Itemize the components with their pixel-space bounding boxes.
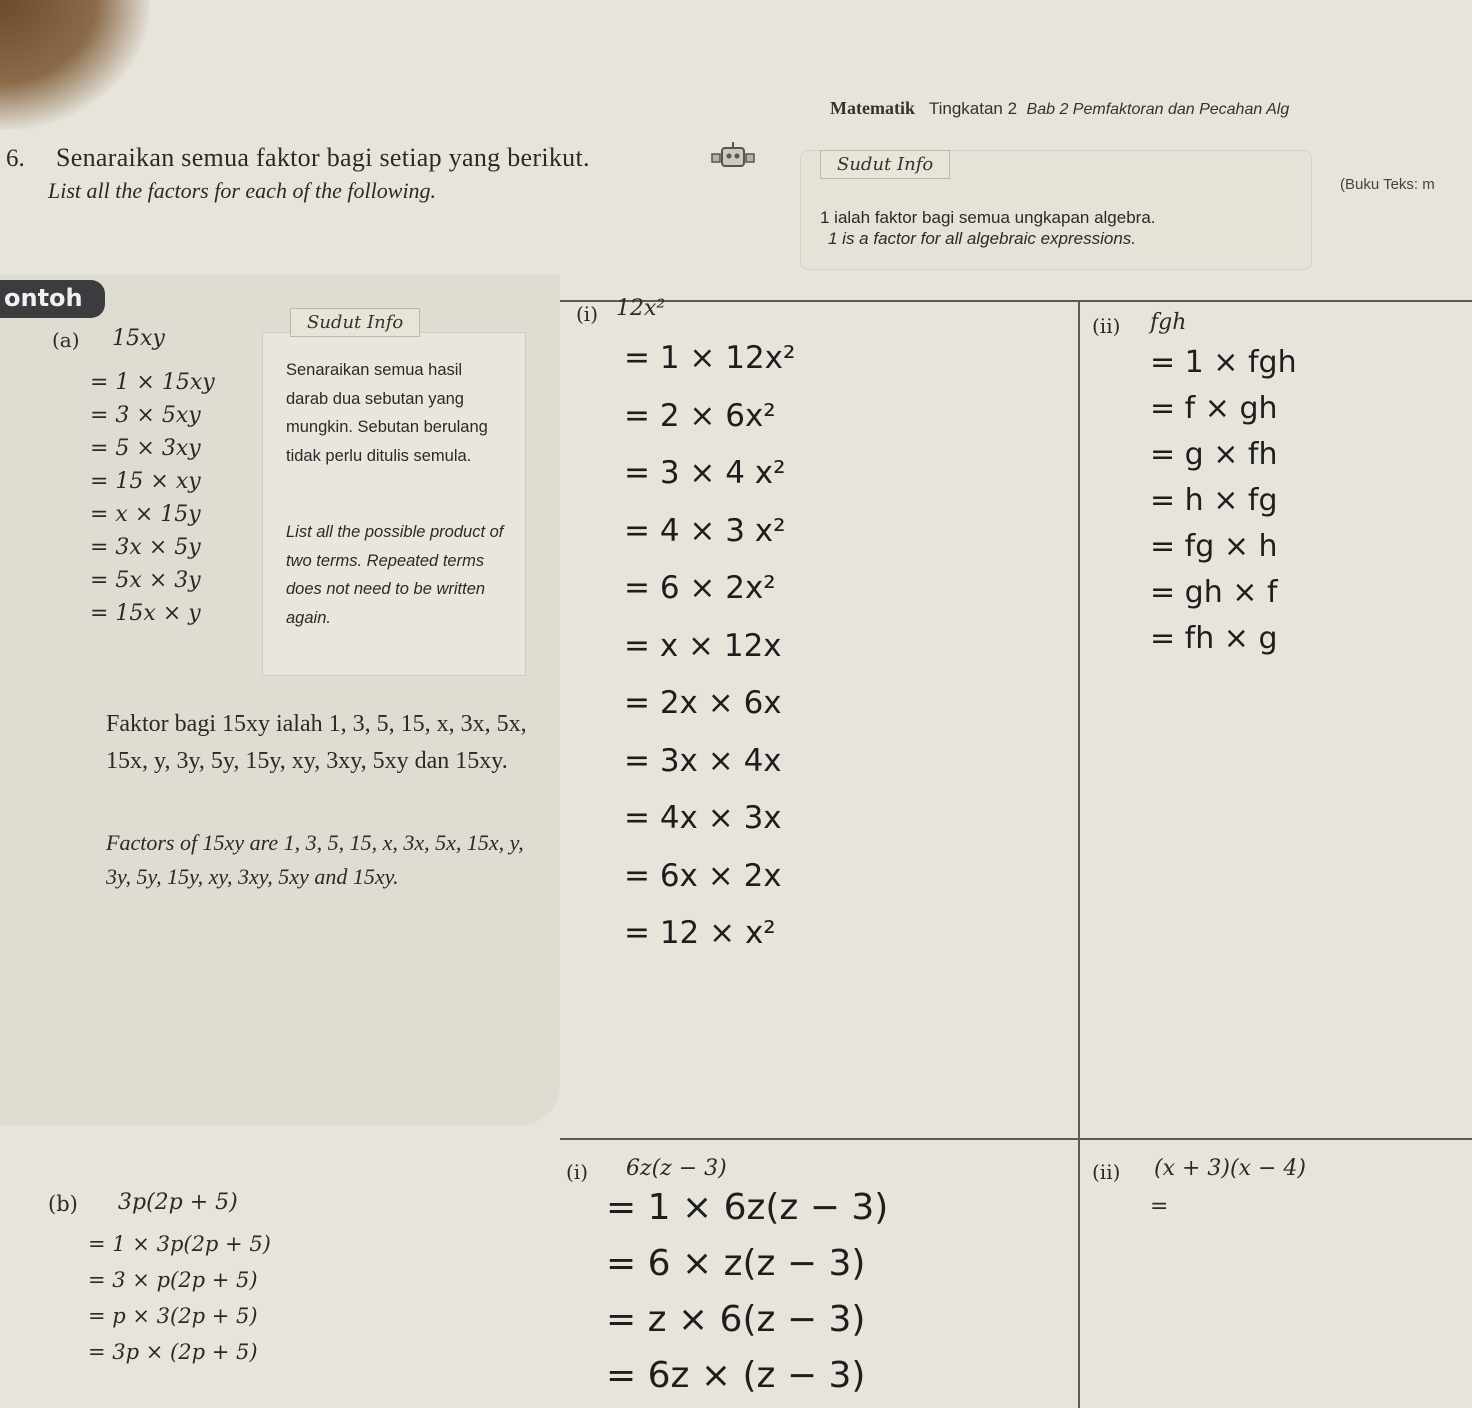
info-box-2-text-my: Senaraikan semua hasil darab dua sebutan yang mungkin. Sebutan berulang tidak perlu ditulis semula. bbox=[286, 361, 488, 465]
example-b-step: = 3p × (2p + 5) bbox=[88, 1340, 258, 1364]
question-text-my: Senaraikan semua faktor bagi setiap yang berikut. bbox=[56, 143, 590, 172]
exercise-a-ii-handwritten-work bbox=[1150, 340, 1297, 662]
example-a-expression: 15xy bbox=[112, 326, 165, 351]
example-a-answer-en: Factors of 15xy are 1, 3, 5, 15, x, 3x, 5x, 15x, y, 3y, 5y, 15y, xy, 3xy, 5xy and 15xy. bbox=[106, 830, 524, 889]
example-a-step: = 1 × 15xy bbox=[90, 370, 215, 395]
handwritten-line: = z × 6(z − 3) bbox=[606, 1299, 866, 1340]
info-box-2-tab: Sudut Info bbox=[290, 308, 420, 337]
example-b-label: (b) bbox=[48, 1192, 78, 1216]
handwritten-line: = 2x × 6x bbox=[624, 685, 782, 721]
example-a-step: = 3x × 5y bbox=[90, 535, 201, 560]
example-a-step: = 5 × 3xy bbox=[90, 436, 201, 461]
header-subject: Matematik bbox=[830, 98, 915, 118]
handwritten-line: = 2 × 6x² bbox=[624, 397, 776, 434]
exercise-b-i-expression: 6z(z − 3) bbox=[626, 1156, 727, 1181]
handwritten-line: = 4x × 3x bbox=[624, 800, 782, 836]
exercise-b-ii-expression: (x + 3)(x − 4) bbox=[1154, 1156, 1306, 1181]
example-b-step: = 3 × p(2p + 5) bbox=[88, 1268, 258, 1292]
handwritten-line: = 6x × 2x bbox=[624, 857, 782, 894]
grid-line-top bbox=[560, 300, 1472, 302]
exercise-b-ii-work: = bbox=[1150, 1194, 1169, 1219]
handwritten-line: = g × fh bbox=[1150, 437, 1278, 472]
handwritten-line: = 4 × 3 x² bbox=[624, 512, 786, 549]
handwritten-line: = 1 × 6z(z − 3) bbox=[606, 1187, 889, 1228]
example-badge: ontoh bbox=[0, 280, 105, 318]
example-a-step: = 15x × y bbox=[90, 601, 201, 626]
header-form: Tingkatan 2 bbox=[928, 99, 1018, 118]
handwritten-line: = fh × g bbox=[1150, 621, 1278, 656]
exercise-a-ii-expression: fgh bbox=[1150, 310, 1187, 335]
example-a-step: = 15 × xy bbox=[90, 469, 201, 494]
handwritten-line: = fg × h bbox=[1150, 529, 1278, 564]
page-corner-shadow bbox=[0, 0, 150, 130]
info-box-1-text-en: 1 is a factor for all algebraic expressions. bbox=[828, 229, 1137, 248]
handwritten-line: = 3x × 4x bbox=[624, 742, 782, 779]
handwritten-line: = 6 × z(z − 3) bbox=[606, 1243, 866, 1284]
example-a-answer-my: Faktor bagi 15xy ialah 1, 3, 5, 15, x, 3x, 5x, 15x, y, 3y, 5y, 15y, xy, 3xy, 5xy dan 15xy. bbox=[106, 711, 527, 774]
exercise-a-i-handwritten-work bbox=[624, 330, 795, 963]
example-b-step: = p × 3(2p + 5) bbox=[88, 1304, 258, 1328]
handwritten-line: = 1 × fgh bbox=[1150, 345, 1297, 380]
info-box-1-tab: Sudut Info bbox=[820, 150, 950, 179]
example-b-steps bbox=[88, 1226, 271, 1370]
exercise-b-i-handwritten-work bbox=[606, 1180, 888, 1404]
handwritten-line: = x × 12x bbox=[624, 627, 782, 664]
handwritten-line: = f × gh bbox=[1150, 391, 1278, 426]
handwritten-line: = 12 × x² bbox=[624, 915, 776, 951]
grid-line-middle bbox=[1078, 300, 1080, 1408]
handwritten-line: = gh × f bbox=[1150, 575, 1278, 610]
exercise-b-ii-label: (ii) bbox=[1092, 1160, 1121, 1184]
example-a-steps bbox=[90, 366, 215, 630]
example-b-expression: 3p(2p + 5) bbox=[118, 1190, 238, 1215]
handwritten-line: = h × fg bbox=[1150, 483, 1278, 518]
question-number: 6. bbox=[6, 145, 25, 172]
handwritten-line: = 3 × 4 x² bbox=[624, 455, 786, 491]
grid-line-row bbox=[560, 1138, 1472, 1140]
book-reference: (Buku Teks: m bbox=[1340, 176, 1435, 193]
robot-icon bbox=[708, 140, 758, 174]
handwritten-line: = 1 × 12x² bbox=[624, 340, 796, 376]
question-text-en: List all the factors for each of the following. bbox=[48, 178, 437, 203]
example-a-step: = x × 15y bbox=[90, 502, 201, 527]
page-header bbox=[830, 98, 1289, 119]
example-a-label: (a) bbox=[52, 328, 80, 352]
exercise-a-i-label: (i) bbox=[576, 302, 599, 326]
example-b-step: = 1 × 3p(2p + 5) bbox=[88, 1232, 271, 1256]
info-box-2-text-en: List all the possible product of two terms. Repeated terms does not need to be written again. bbox=[286, 523, 504, 627]
exercise-a-i-expression: 12x² bbox=[616, 296, 666, 321]
exercise-b-i-label: (i) bbox=[566, 1160, 589, 1184]
header-chapter: Bab 2 Pemfaktoran dan Pecahan Alg bbox=[1026, 101, 1290, 118]
example-a-step: = 5x × 3y bbox=[90, 568, 201, 593]
exercise-a-ii-label: (ii) bbox=[1092, 314, 1121, 338]
info-box-1-text-my: 1 ialah faktor bagi semua ungkapan algebra. bbox=[820, 208, 1156, 227]
example-a-step: = 3 × 5xy bbox=[90, 403, 201, 428]
handwritten-line: = 6 × 2x² bbox=[624, 570, 776, 606]
handwritten-line: = 6z × (z − 3) bbox=[606, 1355, 866, 1396]
